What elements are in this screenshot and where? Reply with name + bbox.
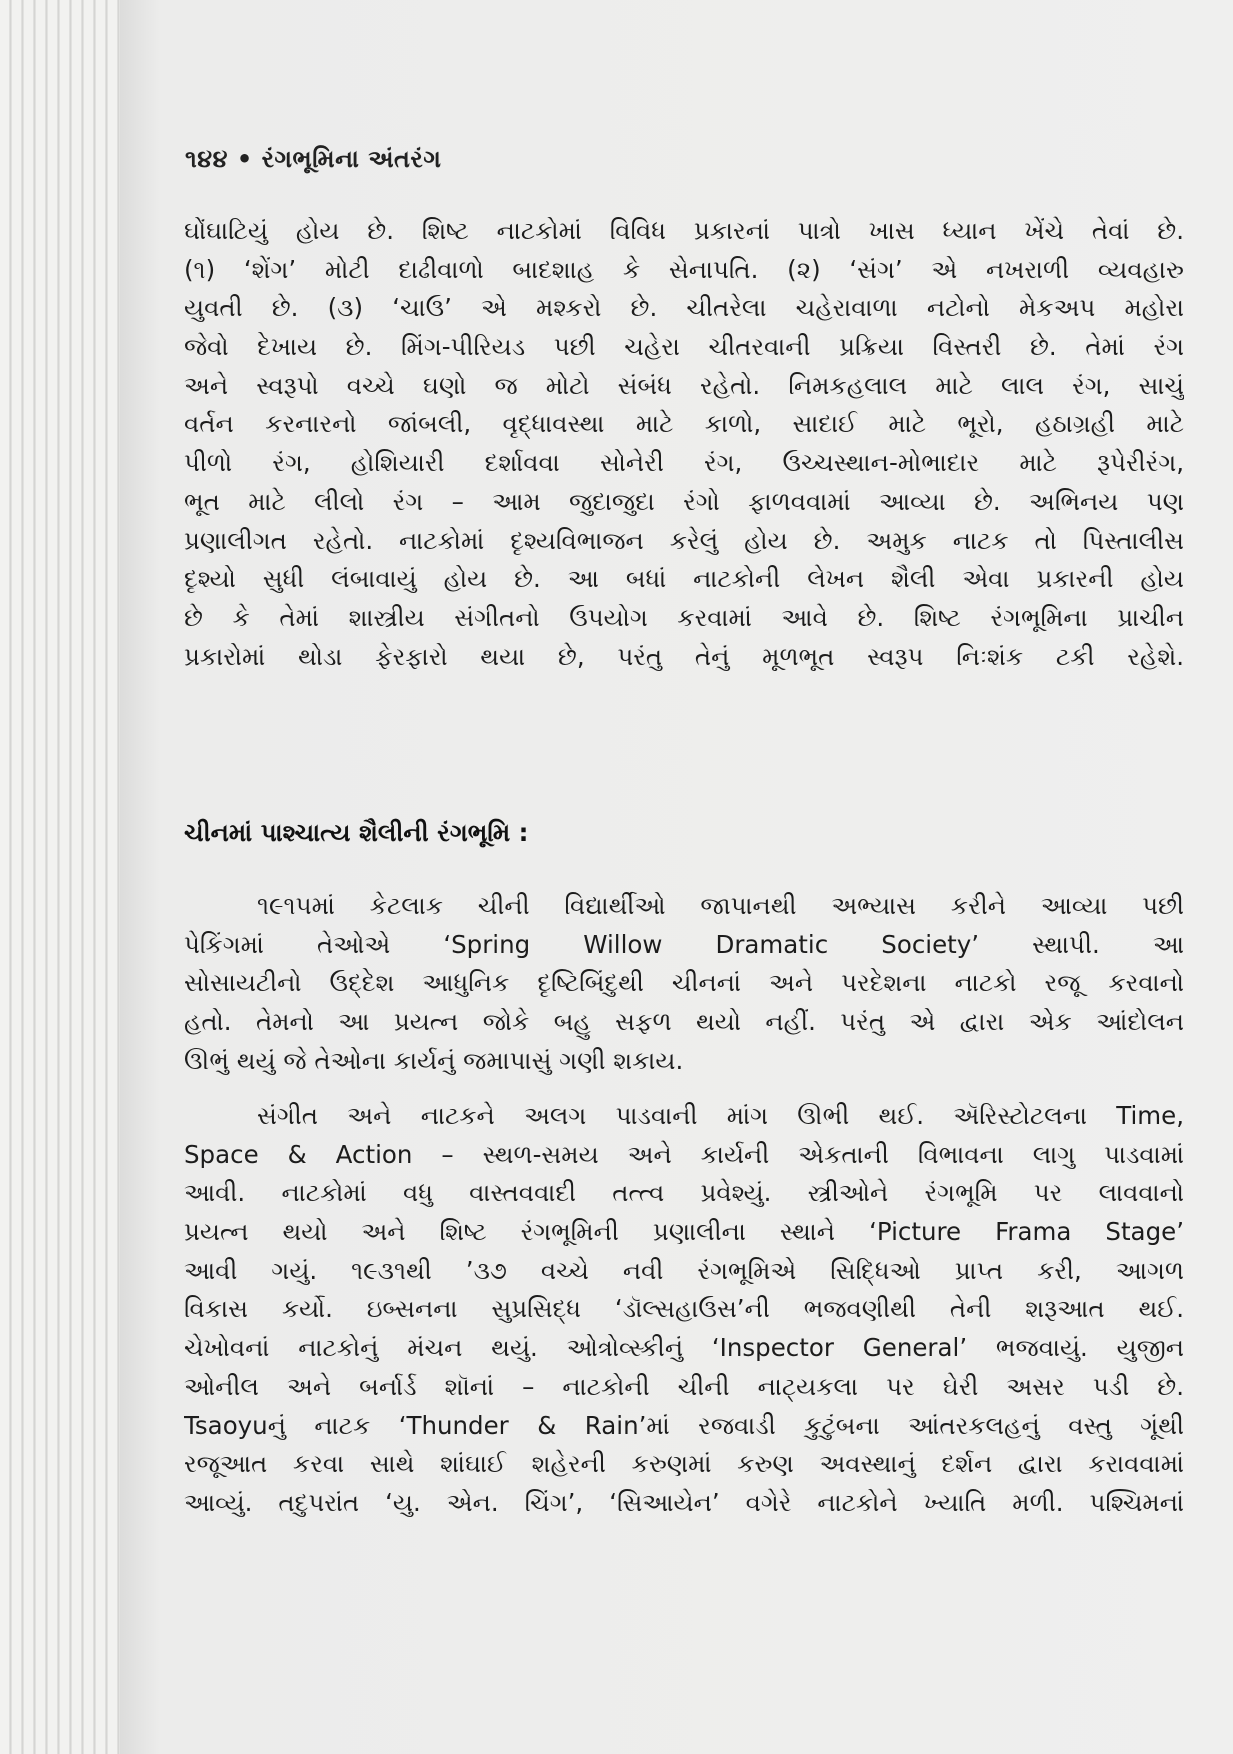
- paragraph-3: [184, 1097, 1184, 1523]
- text-line: Tsaoyuનું નાટક ‘Thunder & Rain’માં રજવાડી કુટુંબના આંતરકલહનું વસ્તુ ગૂંથી: [184, 1410, 1184, 1440]
- text-line: હતો. તેમનો આ પ્રયત્ન જોકે બહુ સફળ થયો નહીં. પરંતુ એ દ્વારા એક આંદોલન: [184, 1007, 1184, 1037]
- text-line: પ્રયત્ન થયો અને શિષ્ટ રંગભૂમિની પ્રણાલીના સ્થાને ‘Picture Frama Stage’: [184, 1217, 1184, 1247]
- paragraph-2: [184, 887, 1184, 1080]
- text-line: ઊભું થયું જે તેઓના કાર્યનું જમાપાસું ગણી શકાય.: [184, 1045, 684, 1075]
- text-line: ઓનીલ અને બર્નાર્ડ શૉનાં – નાટકોની ચીની નાટ્યકલા પર ઘેરી અસર પડી છે.: [184, 1371, 1184, 1401]
- text-line: Space & Action – સ્થળ-સમય અને કાર્યની એકતાની વિભાવના લાગુ પાડવામાં: [184, 1139, 1184, 1169]
- book-page: [120, 0, 1233, 1754]
- text-line: રજૂઆત કરવા સાથે શાંઘાઈ શહેરની કરુણમાં કરુણ અવસ્થાનું દર્શન દ્વારા કરાવવામાં: [184, 1449, 1184, 1479]
- text-line: અને સ્વરૂપો વચ્ચે ઘણો જ મોટો સંબંધ રહેતો. નિમકહલાલ માટે લાલ રંગ, સાચું: [184, 370, 1184, 400]
- page-stack-edges: [0, 0, 120, 1754]
- text-line: વર્તન કરનારનો જાંબલી, વૃદ્ધાવસ્થા માટે કાળો, સાદાઈ માટે ભૂરો, હઠાગ્રહી માટે: [184, 409, 1184, 439]
- text-line: આવી ગયું. ૧૯૩૧થી ’૩૭ વચ્ચે નવી રંગભૂમિએ સિદ્ધિઓ પ્રાપ્ત કરી, આગળ: [184, 1255, 1184, 1285]
- text-line: વિકાસ કર્યો. ઇબ્સનના સુપ્રસિદ્ધ ‘ડૉલ્સહાઉસ’ની ભજવણીથી તેની શરૂઆત થઈ.: [184, 1294, 1184, 1324]
- text-line: છે કે તેમાં શાસ્ત્રીય સંગીતનો ઉપયોગ કરવામાં આવે છે. શિષ્ટ રંગભૂમિના પ્રાચીન: [184, 602, 1184, 632]
- text-line: ઘોંઘાટિયું હોય છે. શિષ્ટ નાટકોમાં વિવિધ પ્રકારનાં પાત્રો ખાસ ધ્યાન ખેંચે તેવાં છે.: [184, 216, 1184, 245]
- text-line: પેકિંગમાં તેઓએ ‘Spring Willow Dramatic Society’ સ્થાપી. આ: [184, 929, 1184, 959]
- text-line: ૧૯૧૫માં કેટલાક ચીની વિદ્યાર્થીઓ જાપાનથી અભ્યાસ કરીને આવ્યા પછી: [257, 891, 1184, 920]
- header-title: રંગભૂમિના અંતરંગ: [261, 145, 442, 173]
- text-line: પ્રકારોમાં થોડા ફેરફારો થયા છે, પરંતુ તેનું મૂળભૂત સ્વરૂપ નિઃશંક ટકી રહેશે.: [184, 641, 1184, 671]
- text-line: ભૂત માટે લીલો રંગ – આમ જુદાજુદા રંગો ફાળવવામાં આવ્યા છે. અભિનય પણ: [184, 486, 1184, 516]
- text-line: સંગીત અને નાટકને અલગ પાડવાની માંગ ઊભી થઈ. ઍરિસ્ટોટલના Time,: [257, 1101, 1184, 1130]
- text-line: આવી. નાટકોમાં વધુ વાસ્તવવાદી તત્ત્વ પ્રવેશ્યું. સ્ત્રીઓને રંગભૂમિ પર લાવવાનો: [184, 1178, 1184, 1208]
- section-heading: ચીનમાં પાશ્ચાત્ય શૈલીની રંગભૂમિ :: [184, 818, 529, 847]
- text-line: આવ્યું. તદુપરાંત ‘યુ. એન. ચિંગ’, ‘સિઆયેન’ વગેરે નાટકોને ખ્યાતિ મળી. પશ્ચિમનાં: [184, 1487, 1184, 1517]
- text-line: દૃશ્યો સુધી લંબાવાયું હોય છે. આ બધાં નાટકોની લેખન શૈલી એવા પ્રકારની હોય: [184, 564, 1184, 594]
- paragraph-1: [184, 212, 1184, 676]
- text-line: પ્રણાલીગત રહેતો. નાટકોમાં દૃશ્યવિભાજન કરેલું હોય છે. અમુક નાટક તો પિસ્તાલીસ: [184, 525, 1184, 555]
- text-line: (૧) ‘શેંગ’ મોટી દાઢીવાળો બાદશાહ કે સેનાપતિ. (૨) ‘સંગ’ એ નખરાળી વ્યવહારુ: [184, 254, 1184, 284]
- text-line: ચેખોવનાં નાટકોનું મંચન થયું. ઓત્રોવ્સ્કીનું ‘Inspector General’ ભજવાયું. યુજીન: [184, 1333, 1184, 1363]
- text-line: સોસાયટીનો ઉદ્દેશ આધુનિક દૃષ્ટિબિંદુથી ચીનનાં અને પરદેશના નાટકો રજૂ કરવાનો: [184, 968, 1184, 998]
- running-header: [185, 145, 441, 173]
- text-line: યુવતી છે. (૩) ‘ચાઉ’ એ મશ્કરો છે. ચીતરેલા ચહેરાવાળા નટોનો મેકઅપ મહોરા: [184, 293, 1184, 323]
- header-bullet: •: [236, 145, 253, 173]
- text-line: જેવો દેખાય છે. મિંગ-પીરિયડ પછી ચહેરા ચીતરવાની પ્રક્રિયા વિસ્તરી છે. તેમાં રંગ: [184, 332, 1184, 362]
- page-number: ૧૪૪: [185, 145, 229, 173]
- text-line: પીળો રંગ, હોશિયારી દર્શાવવા સોનેરી રંગ, ઉચ્ચસ્થાન-મોભાદાર માટે રૂપેરીરંગ,: [184, 448, 1184, 478]
